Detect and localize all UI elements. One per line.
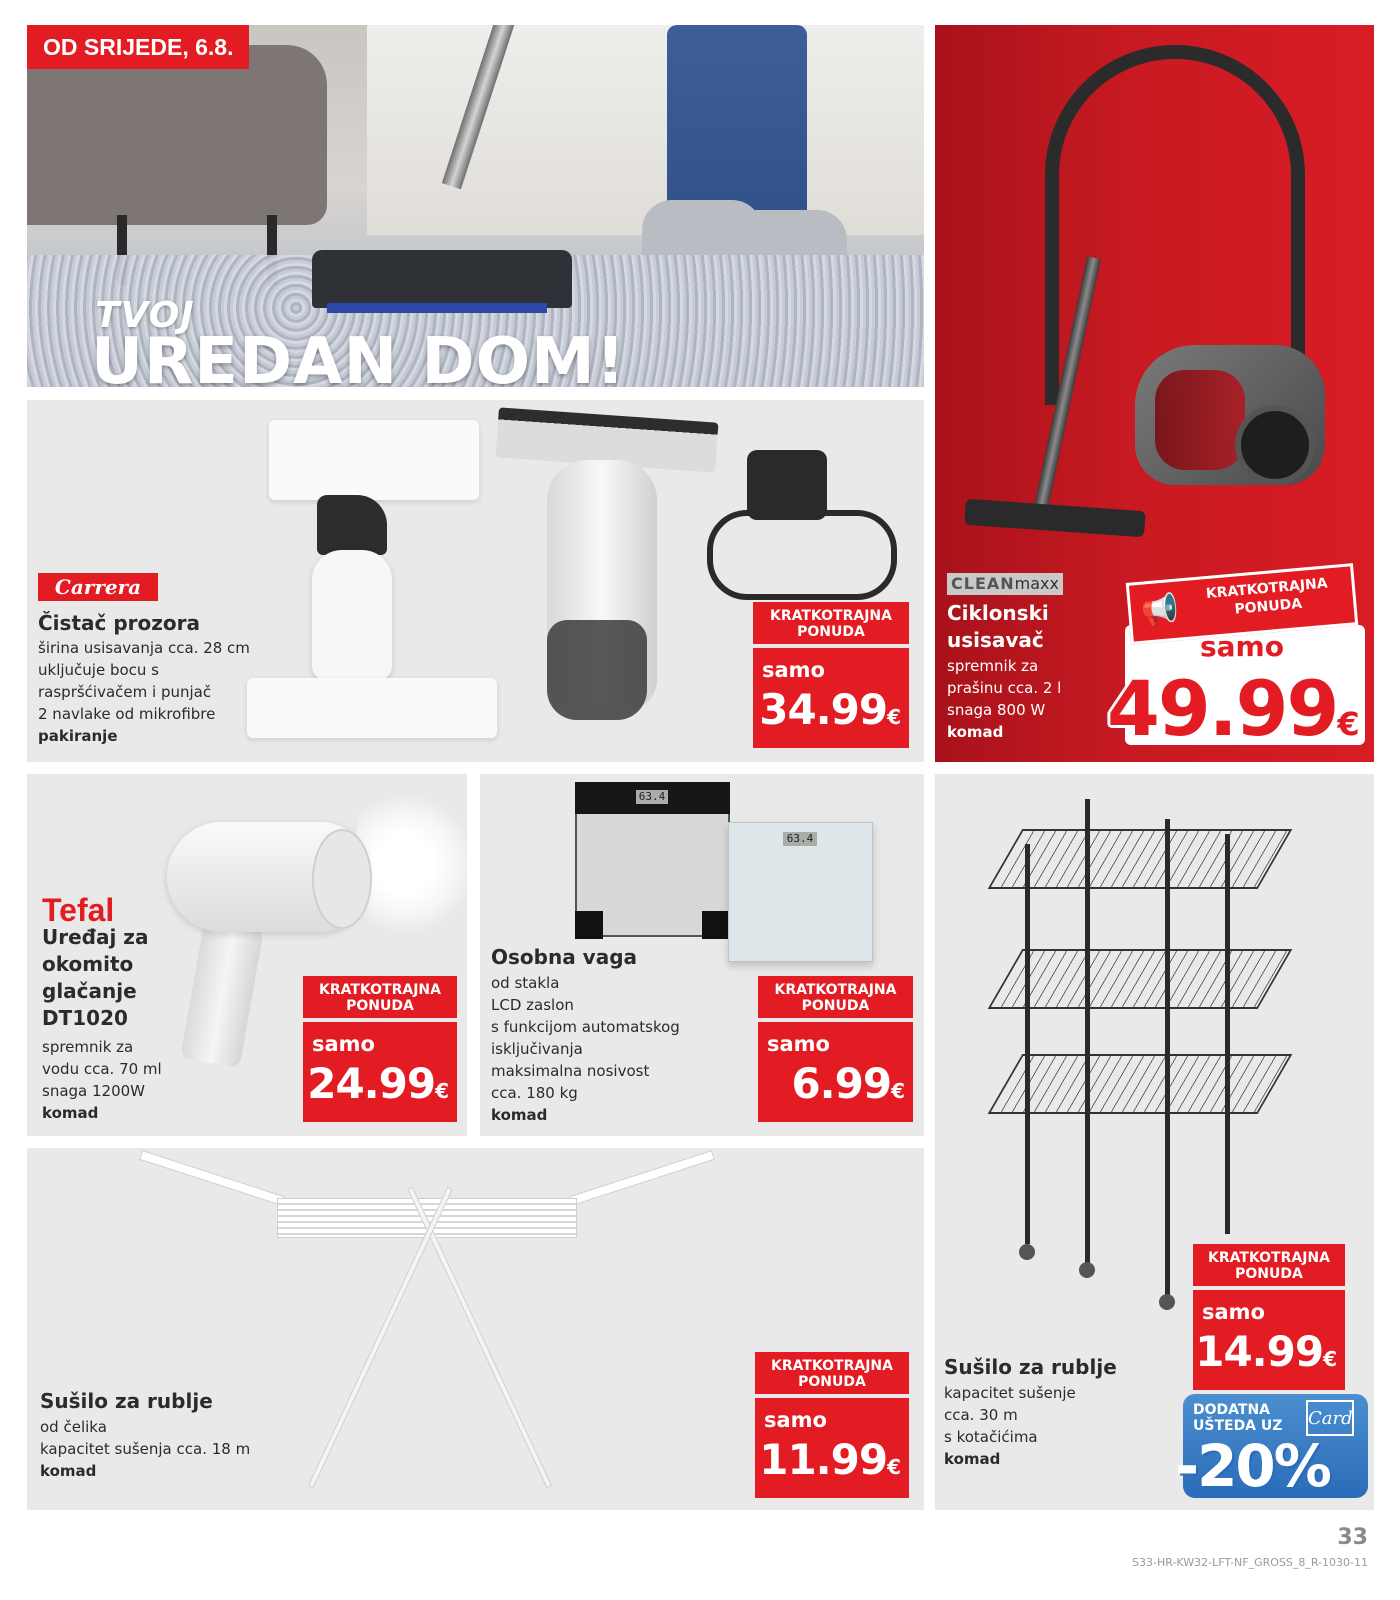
- hero-title-small: TVOJ: [95, 295, 195, 336]
- vacuum-wheel-image: [1235, 405, 1315, 485]
- rack-pole: [1225, 834, 1230, 1234]
- product-name: Čistač prozora: [38, 611, 200, 635]
- rack-pole: [1165, 819, 1170, 1299]
- steamer-handle-image: [180, 920, 263, 1068]
- product-cyclone-vacuum[interactable]: [935, 25, 1374, 762]
- cleaner-tank-image: [547, 620, 647, 720]
- charger-image: [747, 450, 827, 520]
- product-name: Osobna vaga: [491, 945, 638, 969]
- product-name: Ciklonski usisavač: [947, 601, 1049, 652]
- rack-shelf-image: [988, 949, 1293, 1009]
- charger-cable-image: [707, 510, 897, 600]
- rack-wheel: [1019, 1244, 1035, 1260]
- product-name: Uređaj za okomito glačanje DT1020: [42, 925, 149, 1030]
- rack-pole: [1025, 844, 1030, 1244]
- card-discount-badge: DODATNA UŠTEDA UZ Card -20%: [1183, 1394, 1368, 1498]
- spray-head-image: [317, 495, 387, 555]
- product-description: kapacitet sušenje cca. 30 m s kotačićima komad: [944, 1384, 1076, 1468]
- promo-label: KRATKOTRAJNA PONUDA: [1193, 1244, 1345, 1286]
- price-tag: samo 34.99€: [753, 648, 909, 748]
- page-code: S33-HR-KW32-LFT-NF_GROSS_8_R-1030-11: [1132, 1556, 1368, 1569]
- scale-lcd: 63.4: [783, 832, 817, 846]
- product-description: spremnik za vodu cca. 70 ml snaga 1200W komad: [42, 1038, 162, 1122]
- price-tag: samo 11.99€: [755, 1398, 909, 1498]
- vacuum-floor-head-image: [964, 499, 1145, 537]
- microfibre-pad-image: [247, 678, 497, 738]
- scale-lcd: 63.4: [636, 790, 668, 804]
- promo-label: 📢 KRATKOTRAJNA PONUDA: [1126, 563, 1359, 645]
- hero-title-big: UREDAN DOM!: [91, 325, 626, 387]
- cleanmaxx-logo: CLEANmaxx: [947, 573, 1063, 595]
- promo-label: KRATKOTRAJNA PONUDA: [303, 976, 457, 1018]
- product-name: Sušilo za rublje: [40, 1389, 213, 1413]
- product-description: spremnik za prašinu cca. 2 l snaga 800 W komad: [947, 657, 1062, 741]
- scale-foot: [575, 911, 603, 939]
- product-bathroom-scale[interactable]: [480, 774, 924, 1136]
- product-description: od čelika kapacitet sušenja cca. 18 m komad: [40, 1418, 251, 1480]
- date-badge: OD SRIJEDE, 6.8.: [27, 25, 249, 69]
- hero-sofa-image: [27, 45, 327, 225]
- price: 49.99€: [1107, 664, 1360, 753]
- vacuum-nozzle-image: [312, 250, 572, 308]
- steam-image: [357, 794, 467, 934]
- megaphone-icon: 📢: [1139, 591, 1181, 630]
- vacuum-nozzle-brush: [327, 303, 547, 313]
- product-window-cleaner[interactable]: [27, 400, 924, 762]
- rack-wheel: [1159, 1294, 1175, 1310]
- price-tag: samo 6.99€: [758, 1022, 913, 1122]
- microfibre-pad-image: [269, 420, 479, 500]
- rack-wheel: [1079, 1262, 1095, 1278]
- discount-percent: -20%: [1175, 1432, 1330, 1500]
- vacuum-bin-image: [1155, 370, 1245, 470]
- product-garment-steamer[interactable]: [27, 774, 467, 1136]
- price-tag: samo 24.99€: [303, 1022, 457, 1122]
- rack-wing-image: [569, 1150, 715, 1206]
- rack-wing-image: [139, 1150, 285, 1206]
- product-name: Sušilo za rublje: [944, 1355, 1117, 1379]
- rack-shelf-image: [988, 829, 1293, 889]
- hero-cabinet-image: [367, 25, 924, 235]
- tefal-logo: Tefal: [42, 892, 115, 928]
- product-clothes-rack-wing[interactable]: [27, 1148, 924, 1510]
- hero-banner: [27, 25, 924, 387]
- page-number: 33: [1337, 1525, 1368, 1550]
- product-description: od stakla LCD zaslon s funkcijom automatskog isključivanja maksimalna nosivost cca. 180 kg komad: [491, 974, 680, 1124]
- spray-bottle-image: [312, 550, 392, 680]
- price-prefix: samo: [1200, 630, 1284, 663]
- carrera-logo: Carrera: [38, 573, 158, 601]
- scale-foot: [702, 911, 730, 939]
- promo-label: KRATKOTRAJNA PONUDA: [753, 602, 909, 644]
- steamer-face-image: [312, 829, 372, 929]
- product-description: širina usisavanja cca. 28 cm uključuje bocu s raspršćivačem i punjač 2 navlake od mikrofibre pakiranje: [38, 639, 250, 745]
- promo-label: KRATKOTRAJNA PONUDA: [755, 1352, 909, 1394]
- price-tag: samo 14.99€: [1193, 1290, 1345, 1390]
- rack-pole: [1085, 799, 1090, 1264]
- rack-shelf-image: [988, 1054, 1293, 1114]
- promo-label: KRATKOTRAJNA PONUDA: [758, 976, 913, 1018]
- loyalty-card-icon: Card: [1306, 1400, 1354, 1436]
